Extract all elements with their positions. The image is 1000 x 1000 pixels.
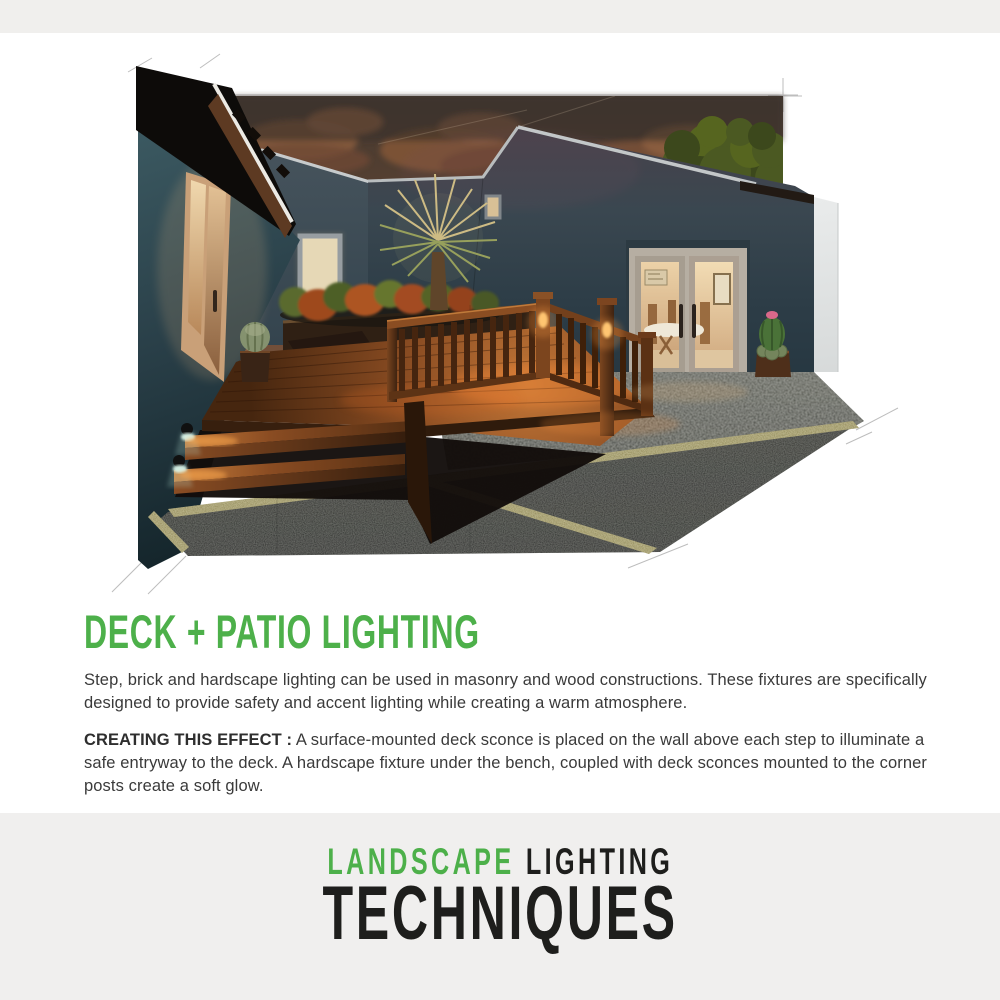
door-handle: [679, 304, 683, 338]
effect-text: A surface-mounted deck sconce is placed on the wall above each step to illuminate a safe entryway to the deck. A hardscape fixture under the bench, coupled with deck sconces mounted to the corner posts create a soft glow.: [84, 731, 928, 795]
section-heading-text: DECK + PATIO LIGHTING: [84, 605, 480, 658]
roof-eave: [136, 66, 296, 238]
railing: [387, 292, 656, 436]
construction-lines: [378, 96, 615, 144]
side-panel: [814, 197, 838, 372]
entry-doors: [618, 240, 758, 388]
railing-balusters: [399, 311, 535, 391]
asphalt: [156, 428, 851, 556]
section-heading: [84, 605, 936, 658]
railing-post: [387, 320, 397, 402]
door-sill: [618, 380, 758, 388]
tree: [662, 116, 795, 204]
door-leaf-right: [689, 256, 739, 374]
shrubs: [279, 280, 499, 321]
footer-title: [0, 871, 1000, 956]
barrel-cactus: [755, 311, 791, 377]
corner-post: [600, 302, 614, 436]
picture-frame: [714, 274, 730, 304]
stair-stringer: [404, 401, 432, 544]
step-sconce: [175, 423, 238, 455]
gable-window: [300, 236, 340, 298]
steps: [167, 401, 432, 544]
brand-word-landscape: LANDSCAPE: [327, 841, 515, 882]
sketch-guides: [112, 54, 898, 594]
railing-balusters: [556, 314, 638, 402]
effect-label: CREATING THIS EFFECT :: [84, 731, 293, 749]
deck: [175, 326, 655, 544]
stone-patio: [440, 372, 864, 470]
ball-cactus: [240, 322, 270, 382]
deck-sconce: [602, 322, 612, 338]
footer-title-text: TECHNIQUES: [322, 871, 678, 956]
door-handle: [692, 304, 696, 338]
deck-sconce: [538, 312, 548, 328]
middle-house: [250, 150, 370, 345]
intro-paragraph: Step, brick and hardscape lighting can be used in masonry and wood constructions. These fixtures are specifically designed to provide safety and accent lighting while creating a warm atmosphere.: [84, 671, 927, 712]
hardscape-light-glow: [288, 353, 372, 371]
top-bar: [0, 0, 1000, 33]
effect-paragraph: [84, 729, 936, 798]
right-house: [368, 127, 814, 388]
sky: [230, 96, 783, 360]
planter-box: [283, 306, 530, 354]
cactus-flower: [766, 311, 778, 319]
corner-post: [536, 296, 550, 378]
left-house: [136, 66, 300, 569]
railing-end-post: [641, 336, 653, 416]
door-handle: [213, 290, 217, 312]
roof-fascia: [740, 181, 814, 204]
grounds: [148, 305, 864, 556]
yucca-plant: [380, 174, 497, 310]
wall-sign: [645, 270, 667, 285]
gravel-joints: [148, 421, 859, 554]
copy-section: [84, 605, 936, 812]
attic-window: [486, 196, 500, 218]
light-glows: [540, 382, 748, 436]
step-tread: [185, 421, 412, 448]
bench: [288, 331, 372, 371]
door-leaf-left: [635, 256, 685, 374]
entry-glass-door: [181, 172, 231, 382]
step-tread: [174, 454, 405, 482]
brand-word-lighting: LIGHTING: [525, 841, 673, 882]
terrace-garden: [279, 174, 530, 371]
interior-dining-scene: [641, 270, 692, 368]
step-sconce: [167, 455, 227, 487]
